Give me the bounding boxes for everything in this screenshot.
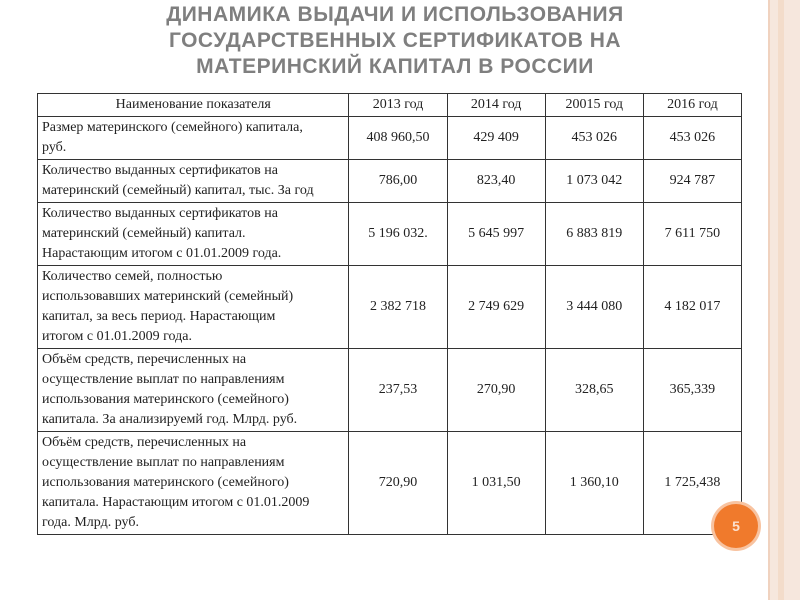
- value-cell: 408 960,50: [349, 117, 447, 160]
- value-cell: 4 182 017: [643, 266, 741, 349]
- indicator-name-cell: [38, 117, 349, 160]
- header-2014: 2014 год: [447, 94, 545, 117]
- indicator-name-line: итогом с 01.01.2009 года.: [42, 329, 192, 344]
- indicator-name-line: материнский (семейный) капитал.: [42, 226, 246, 241]
- indicator-name-line: Количество выданных сертификатов на: [42, 163, 278, 178]
- indicator-name-line: Нарастающим итогом с 01.01.2009 года.: [42, 246, 282, 261]
- value-cell: 2 382 718: [349, 266, 447, 349]
- value-cell: 365,339: [643, 349, 741, 432]
- value-cell: 823,40: [447, 160, 545, 203]
- indicator-name-line: материнский (семейный) капитал, тыс. За год: [42, 183, 314, 198]
- indicator-name-line: Количество семей, полностью: [42, 269, 223, 284]
- value-cell: 1 360,10: [545, 432, 643, 535]
- table-row: [38, 203, 742, 266]
- value-cell: 5 196 032.: [349, 203, 447, 266]
- value-cell: 2 749 629: [447, 266, 545, 349]
- indicator-name-cell: [38, 266, 349, 349]
- header-2015: 20015 год: [545, 94, 643, 117]
- header-2013: 2013 год: [349, 94, 447, 117]
- value-cell: 7 611 750: [643, 203, 741, 266]
- indicator-name-cell: [38, 432, 349, 535]
- header-2016: 2016 год: [643, 94, 741, 117]
- decorative-right-strip: [768, 0, 800, 600]
- value-cell: 3 444 080: [545, 266, 643, 349]
- table-row: [38, 349, 742, 432]
- value-cell: 1 725,438: [643, 432, 741, 535]
- value-cell: 453 026: [545, 117, 643, 160]
- indicator-name-line: руб.: [42, 140, 67, 155]
- indicator-name-line: осуществление выплат по направлениям: [42, 372, 285, 387]
- indicator-name-line: капитала. За анализируемй год. Млрд. руб.: [42, 412, 298, 427]
- table-header-row: [38, 94, 742, 117]
- indicator-name-line: Размер материнского (семейного) капитала,: [42, 120, 303, 135]
- indicator-name-cell: [38, 203, 349, 266]
- indicator-name-line: капитал, за весь период. Нарастающим: [42, 309, 276, 324]
- indicator-name-line: Объём средств, перечисленных на: [42, 352, 247, 367]
- value-cell: 270,90: [447, 349, 545, 432]
- table-row: [38, 117, 742, 160]
- table-row: [38, 266, 742, 349]
- value-cell: 237,53: [349, 349, 447, 432]
- indicator-name-line: Количество выданных сертификатов на: [42, 206, 278, 221]
- indicator-name-cell: [38, 160, 349, 203]
- table-row: [38, 432, 742, 535]
- indicator-name-line: Объём средств, перечисленных на: [42, 435, 247, 450]
- value-cell: 720,90: [349, 432, 447, 535]
- indicator-name-line: использования материнского (семейного): [42, 392, 289, 407]
- value-cell: 6 883 819: [545, 203, 643, 266]
- value-cell: 328,65: [545, 349, 643, 432]
- title-line-2: ГОСУДАРСТВЕННЫХ СЕРТИФИКАТОВ НА: [168, 29, 622, 52]
- page-number-badge: 5: [714, 504, 758, 548]
- slide-title: [60, 2, 730, 80]
- value-cell: 924 787: [643, 160, 741, 203]
- table-row: [38, 160, 742, 203]
- indicator-name-line: года. Млрд. руб.: [42, 515, 139, 530]
- value-cell: 1 073 042: [545, 160, 643, 203]
- title-line-1: ДИНАМИКА ВЫДАЧИ И ИСПОЛЬЗОВАНИЯ: [166, 3, 624, 26]
- table-body: [38, 117, 742, 535]
- value-cell: 429 409: [447, 117, 545, 160]
- indicator-name-line: капитала. Нарастающим итогом с 01.01.2009: [42, 495, 310, 510]
- title-line-3: МАТЕРИНСКИЙ КАПИТАЛ В РОССИИ: [196, 55, 594, 78]
- value-cell: 453 026: [643, 117, 741, 160]
- value-cell: 786,00: [349, 160, 447, 203]
- indicator-name-line: использовавших материнский (семейный): [42, 289, 294, 304]
- header-indicator: Наименование показателя: [38, 94, 349, 117]
- certificates-table: [37, 93, 742, 535]
- value-cell: 5 645 997: [447, 203, 545, 266]
- indicator-name-line: осуществление выплат по направлениям: [42, 455, 285, 470]
- indicator-name-line: использования материнского (семейного): [42, 475, 289, 490]
- value-cell: 1 031,50: [447, 432, 545, 535]
- indicator-name-cell: [38, 349, 349, 432]
